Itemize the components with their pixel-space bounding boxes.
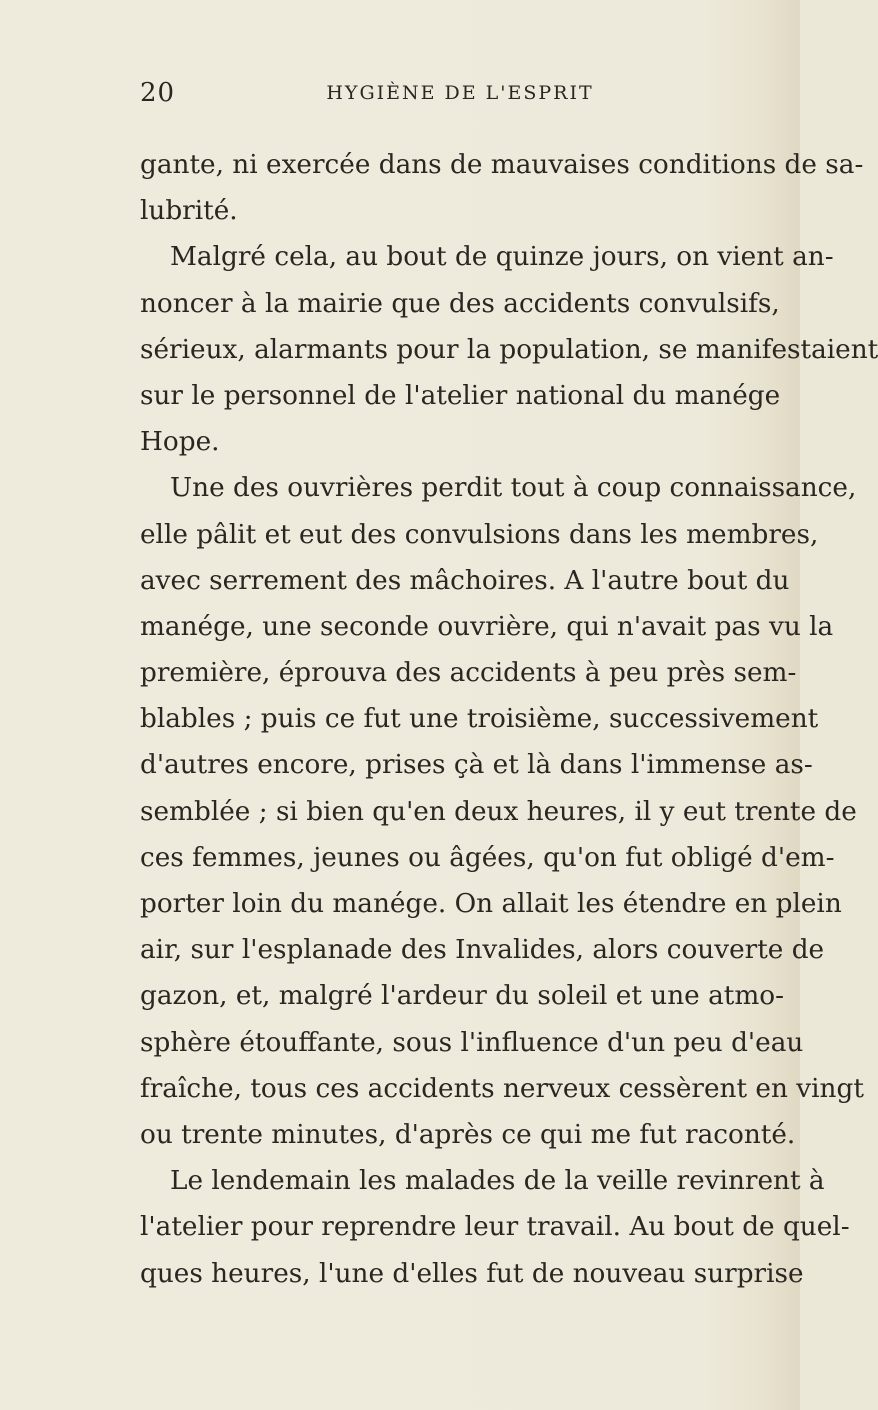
running-title: HYGIÈNE DE L'ESPRIT [326, 82, 594, 104]
text-line: ces femmes, jeunes ou âgées, qu'on fut obligé d'em- [140, 842, 835, 873]
page-number: 20 [140, 78, 176, 108]
text-line: blables ; puis ce fut une troisième, successivement [140, 704, 819, 735]
text-line: Malgré cela, au bout de quinze jours, on vient an- [170, 242, 834, 273]
text-line: ques heures, l'une d'elles fut de nouveau surprise [140, 1258, 804, 1289]
text-line: semblée ; si bien qu'en deux heures, il y eut trente de [140, 796, 857, 827]
text-line: gazon, et, malgré l'ardeur du soleil et une atmo- [140, 981, 784, 1012]
text-line: sérieux, alarmants pour la population, se manifestaient [140, 334, 878, 365]
body-text [140, 142, 878, 1297]
text-line: Une des ouvrières perdit tout à coup connaissance, [170, 473, 857, 504]
text-line: d'autres encore, prises çà et là dans l'immense as- [140, 750, 813, 781]
text-line: ou trente minutes, d'après ce qui me fut raconté. [140, 1119, 796, 1150]
text-line: gante, ni exercée dans de mauvaises conditions de sa- [140, 150, 864, 180]
text-line: première, éprouva des accidents à peu près sem- [140, 658, 797, 689]
text-line: l'atelier pour reprendre leur travail. Au bout de quel- [140, 1212, 850, 1243]
text-line: manége, une seconde ouvrière, qui n'avait pas vu la [140, 611, 834, 642]
text-line: Hope. [140, 427, 220, 458]
page-header [140, 78, 780, 118]
text-line: elle pâlit et eut des convulsions dans les membres, [140, 519, 819, 550]
text-line: fraîche, tous ces accidents nerveux cessèrent en vingt [140, 1073, 864, 1104]
text-line: lubrité. [140, 196, 238, 227]
text-line: porter loin du manége. On allait les étendre en plein [140, 889, 842, 919]
text-line: Le lendemain les malades de la veille revinrent à [170, 1166, 825, 1197]
text-line: avec serrement des mâchoires. A l'autre bout du [140, 565, 790, 596]
text-line: air, sur l'esplanade des Invalides, alors couverte de [140, 935, 825, 966]
text-line: sur le personnel de l'atelier national du manége [140, 380, 781, 411]
text-line: noncer à la mairie que des accidents convulsifs, [140, 288, 780, 319]
text-line: sphère étouffante, sous l'influence d'un peu d'eau [140, 1027, 804, 1058]
